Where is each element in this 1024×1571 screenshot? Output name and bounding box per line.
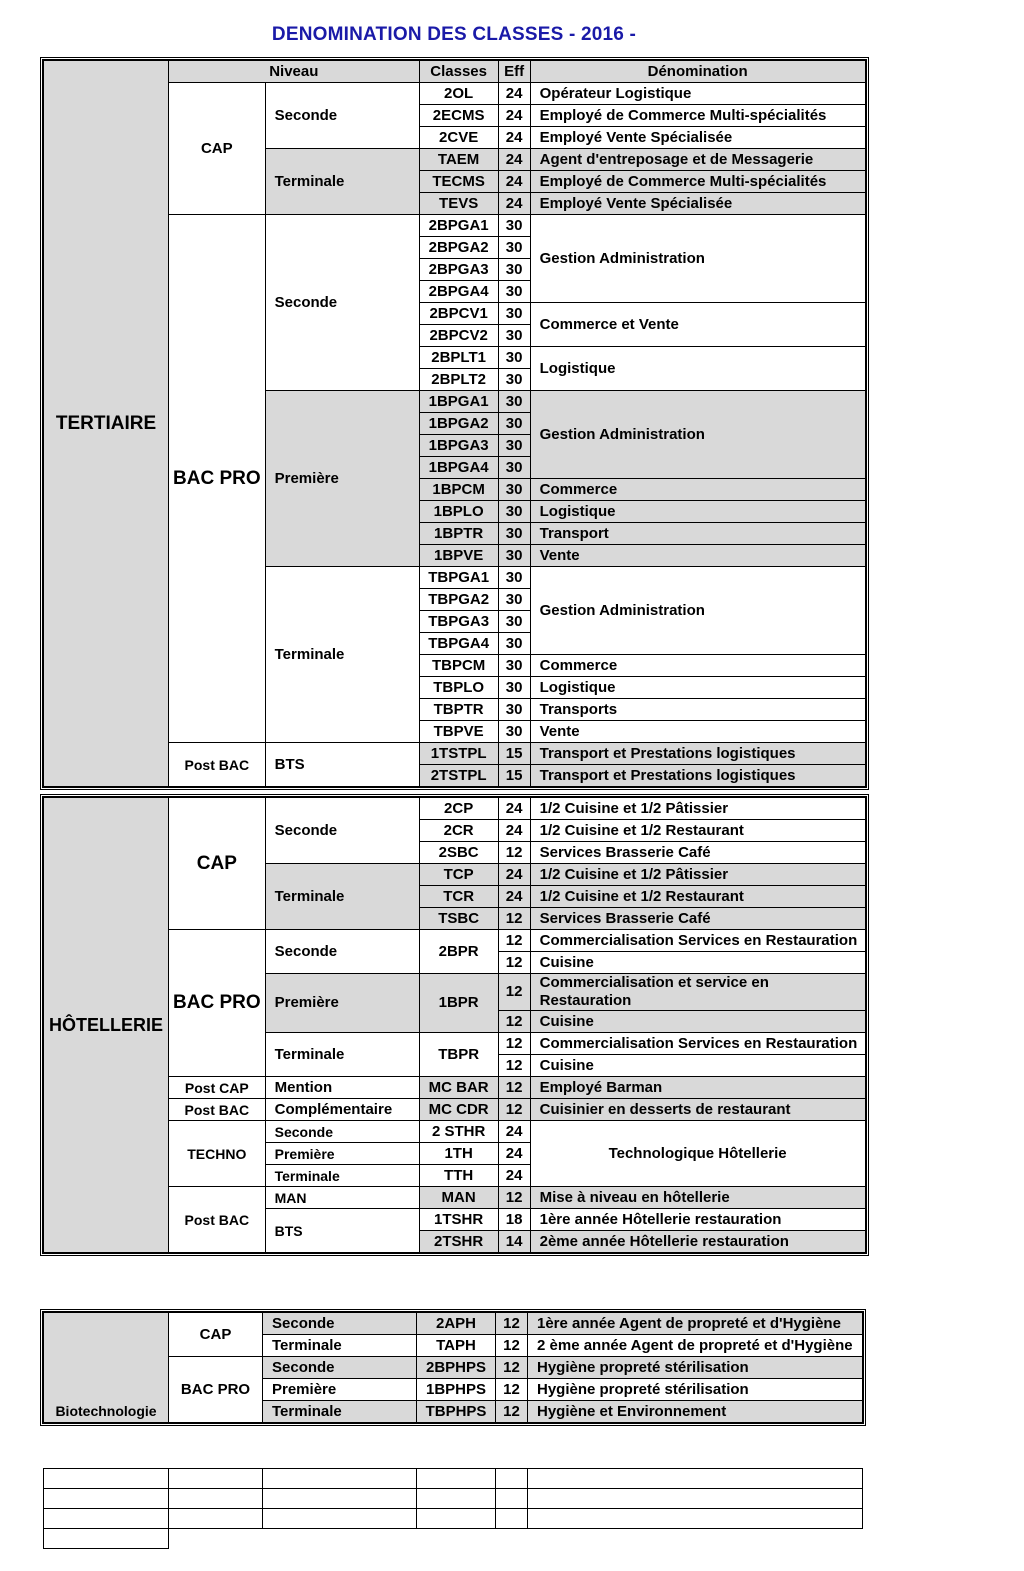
class-eff: 12 <box>498 930 530 952</box>
class-code: 2CVE <box>419 127 498 149</box>
class-denomination: Logistique <box>530 501 865 523</box>
empty-row <box>44 1469 863 1489</box>
class-denomination: Commercialisation Services en Restauration <box>530 1033 865 1055</box>
class-eff: 30 <box>498 457 530 479</box>
class-eff: 24 <box>498 171 530 193</box>
year-premiere: Première <box>265 391 419 567</box>
class-code: 2OL <box>419 83 498 105</box>
class-eff: 24 <box>498 1165 530 1187</box>
year-terminale: Terminale <box>265 1165 419 1187</box>
class-denomination: Cuisine <box>530 1011 865 1033</box>
class-code: 1BPGA3 <box>419 435 498 457</box>
class-eff: 12 <box>498 952 530 974</box>
class-code: TBPGA4 <box>419 633 498 655</box>
year-terminale: Terminale <box>265 1033 419 1077</box>
class-eff: 12 <box>498 908 530 930</box>
class-denomination: 1/2 Cuisine et 1/2 Restaurant <box>530 886 865 908</box>
class-code: 1BPGA1 <box>419 391 498 413</box>
class-eff: 30 <box>498 567 530 589</box>
section-label-tertiaire: TERTIAIRE <box>44 61 169 787</box>
class-eff: 12 <box>496 1335 528 1357</box>
class-code: 1BPR <box>419 974 498 1033</box>
level-bacpro: BAC PRO <box>169 930 266 1077</box>
class-code: 2BPLT1 <box>419 347 498 369</box>
denomination-gestion-administration: Gestion Administration <box>530 567 865 655</box>
class-denomination: Commercialisation et service en Restauration <box>530 974 865 1011</box>
header-denomination: Dénomination <box>530 61 865 83</box>
class-eff: 30 <box>498 655 530 677</box>
class-code: MC CDR <box>419 1099 498 1121</box>
class-eff: 30 <box>498 435 530 457</box>
class-eff: 12 <box>498 842 530 864</box>
class-code: MAN <box>419 1187 498 1209</box>
class-code: 1BPVE <box>419 545 498 567</box>
class-eff: 12 <box>498 974 530 1011</box>
class-denomination: Opérateur Logistique <box>530 83 865 105</box>
class-eff: 12 <box>498 1055 530 1077</box>
table-biotechnologie <box>43 1312 863 1423</box>
class-code: 2BPGA3 <box>419 259 498 281</box>
class-denomination: Cuisinier en desserts de restaurant <box>530 1099 865 1121</box>
class-eff: 30 <box>498 303 530 325</box>
class-eff: 30 <box>498 677 530 699</box>
class-denomination: Transport <box>530 523 865 545</box>
class-code: TTH <box>419 1165 498 1187</box>
class-eff: 24 <box>498 83 530 105</box>
year-terminale: Terminale <box>263 1335 417 1357</box>
class-eff: 12 <box>496 1379 528 1401</box>
year-bts: BTS <box>265 1209 419 1253</box>
class-code: 2BPGA4 <box>419 281 498 303</box>
class-denomination: Transport et Prestations logistiques <box>530 743 865 765</box>
class-denomination: Services Brasserie Café <box>530 908 865 930</box>
class-code: TAEM <box>419 149 498 171</box>
level-postbac: Post BAC <box>169 1187 266 1253</box>
class-eff: 30 <box>498 347 530 369</box>
table-tertiaire <box>43 60 866 787</box>
class-code: TBPCM <box>419 655 498 677</box>
table-empty-rows <box>43 1468 863 1549</box>
year-seconde: Seconde <box>265 215 419 391</box>
year-seconde: Seconde <box>265 1121 419 1143</box>
class-eff: 24 <box>498 820 530 842</box>
class-eff: 30 <box>498 281 530 303</box>
class-denomination: 1ère année Agent de propreté et d'Hygiène <box>528 1313 863 1335</box>
class-denomination: Agent d'entreposage et de Messagerie <box>530 149 865 171</box>
class-denomination: Vente <box>530 721 865 743</box>
level-postbac: Post BAC <box>169 743 266 787</box>
class-eff: 24 <box>498 798 530 820</box>
class-eff: 24 <box>498 1121 530 1143</box>
class-code: MC BAR <box>419 1077 498 1099</box>
class-eff: 24 <box>498 149 530 171</box>
level-bacpro: BAC PRO <box>169 1357 263 1423</box>
class-code: 2SBC <box>419 842 498 864</box>
class-code: TCP <box>419 864 498 886</box>
class-eff: 30 <box>498 369 530 391</box>
class-denomination: Cuisine <box>530 1055 865 1077</box>
class-eff: 24 <box>498 1143 530 1165</box>
class-eff: 30 <box>498 501 530 523</box>
class-eff: 24 <box>498 105 530 127</box>
year-man: MAN <box>265 1187 419 1209</box>
class-denomination: 1/2 Cuisine et 1/2 Pâtissier <box>530 864 865 886</box>
class-code: TBPTR <box>419 699 498 721</box>
class-denomination: Logistique <box>530 677 865 699</box>
level-cap: CAP <box>169 798 266 930</box>
class-code: 2BPGA1 <box>419 215 498 237</box>
class-denomination: Commerce <box>530 655 865 677</box>
level-bacpro: BAC PRO <box>169 215 266 743</box>
class-code: 1TH <box>419 1143 498 1165</box>
class-denomination: Services Brasserie Café <box>530 842 865 864</box>
class-code: TAPH <box>417 1335 496 1357</box>
class-code: 2BPGA2 <box>419 237 498 259</box>
class-code: 2BPR <box>419 930 498 974</box>
class-code: 1BPGA2 <box>419 413 498 435</box>
class-denomination: Employé de Commerce Multi-spécialités <box>530 171 865 193</box>
level-techno: TECHNO <box>169 1121 266 1187</box>
year-seconde: Seconde <box>263 1357 417 1379</box>
class-code: TCR <box>419 886 498 908</box>
class-eff: 15 <box>498 743 530 765</box>
class-denomination: Hygiène propreté stérilisation <box>528 1379 863 1401</box>
class-denomination: Employé de Commerce Multi-spécialités <box>530 105 865 127</box>
class-denomination: Employé Barman <box>530 1077 865 1099</box>
denomination-logistique: Logistique <box>530 347 865 391</box>
class-denomination: Transports <box>530 699 865 721</box>
class-code: 2BPCV2 <box>419 325 498 347</box>
class-eff: 30 <box>498 545 530 567</box>
class-eff: 30 <box>498 237 530 259</box>
class-denomination: 1/2 Cuisine et 1/2 Pâtissier <box>530 798 865 820</box>
header-eff: Eff <box>498 61 530 83</box>
class-eff: 12 <box>498 1011 530 1033</box>
level-postbac: Post BAC <box>169 1099 266 1121</box>
class-denomination: Employé Vente Spécialisée <box>530 127 865 149</box>
class-code: TBPLO <box>419 677 498 699</box>
class-code: 2APH <box>417 1313 496 1335</box>
class-eff: 12 <box>498 1077 530 1099</box>
class-eff: 12 <box>498 1099 530 1121</box>
level-postcap: Post CAP <box>169 1077 266 1099</box>
class-code: TBPGA1 <box>419 567 498 589</box>
class-code: 1BPGA4 <box>419 457 498 479</box>
class-code: 1TSTPL <box>419 743 498 765</box>
class-code: TEVS <box>419 193 498 215</box>
class-eff: 30 <box>498 523 530 545</box>
class-code: 2CR <box>419 820 498 842</box>
class-eff: 14 <box>498 1231 530 1253</box>
denomination-commerce-vente: Commerce et Vente <box>530 303 865 347</box>
class-eff: 12 <box>498 1187 530 1209</box>
year-terminale: Terminale <box>265 864 419 930</box>
level-cap: CAP <box>169 83 266 215</box>
class-code: 1TSHR <box>419 1209 498 1231</box>
class-eff: 30 <box>498 259 530 281</box>
class-eff: 30 <box>498 721 530 743</box>
table-hotellerie <box>43 797 866 1253</box>
class-code: TBPHPS <box>417 1401 496 1423</box>
class-eff: 30 <box>498 391 530 413</box>
year-premiere: Première <box>265 974 419 1033</box>
year-seconde: Seconde <box>265 83 419 149</box>
class-eff: 24 <box>498 193 530 215</box>
level-cap: CAP <box>169 1313 263 1357</box>
class-eff: 12 <box>496 1401 528 1423</box>
denomination-technologique: Technologique Hôtellerie <box>530 1121 865 1187</box>
year-mention: Mention <box>265 1077 419 1099</box>
class-denomination: Cuisine <box>530 952 865 974</box>
class-eff: 18 <box>498 1209 530 1231</box>
empty-row <box>44 1489 863 1509</box>
section-label-biotechnologie: Biotechnologie <box>44 1313 169 1423</box>
class-eff: 30 <box>498 611 530 633</box>
class-code: 2BPHPS <box>417 1357 496 1379</box>
class-code: 1BPLO <box>419 501 498 523</box>
class-denomination: Vente <box>530 545 865 567</box>
class-code: 2TSTPL <box>419 765 498 787</box>
class-denomination: Employé Vente Spécialisée <box>530 193 865 215</box>
year-premiere: Première <box>265 1143 419 1165</box>
class-eff: 12 <box>498 1033 530 1055</box>
class-denomination: 2ème année Hôtellerie restauration <box>530 1231 865 1253</box>
class-denomination: Transport et Prestations logistiques <box>530 765 865 787</box>
class-code: 1BPCM <box>419 479 498 501</box>
class-code: TBPR <box>419 1033 498 1077</box>
class-eff: 30 <box>498 633 530 655</box>
class-eff: 30 <box>498 479 530 501</box>
class-code: TSBC <box>419 908 498 930</box>
year-complementaire: Complémentaire <box>265 1099 419 1121</box>
year-terminale: Terminale <box>265 149 419 215</box>
class-code: 2CP <box>419 798 498 820</box>
class-eff: 30 <box>498 215 530 237</box>
denomination-gestion-administration: Gestion Administration <box>530 215 865 303</box>
class-code: TBPVE <box>419 721 498 743</box>
class-code: TBPGA3 <box>419 611 498 633</box>
class-code: 2 STHR <box>419 1121 498 1143</box>
class-denomination: Commercialisation Services en Restauration <box>530 930 865 952</box>
class-eff: 24 <box>498 127 530 149</box>
class-code: 1BPHPS <box>417 1379 496 1401</box>
class-eff: 12 <box>496 1357 528 1379</box>
class-eff: 30 <box>498 413 530 435</box>
year-seconde: Seconde <box>265 798 419 864</box>
class-denomination: Mise à niveau en hôtellerie <box>530 1187 865 1209</box>
class-code: 2ECMS <box>419 105 498 127</box>
year-terminale: Terminale <box>265 567 419 743</box>
class-eff: 30 <box>498 699 530 721</box>
class-code: 1BPTR <box>419 523 498 545</box>
denomination-gestion-administration: Gestion Administration <box>530 391 865 479</box>
year-bts: BTS <box>265 743 419 787</box>
year-seconde: Seconde <box>265 930 419 974</box>
class-code: 2BPCV1 <box>419 303 498 325</box>
class-denomination: 2 ème année Agent de propreté et d'Hygiène <box>528 1335 863 1357</box>
page-title: DENOMINATION DES CLASSES - 2016 - <box>271 24 637 45</box>
class-denomination: 1/2 Cuisine et 1/2 Restaurant <box>530 820 865 842</box>
year-terminale: Terminale <box>263 1401 417 1423</box>
class-code: TBPGA2 <box>419 589 498 611</box>
class-denomination: Commerce <box>530 479 865 501</box>
class-code: 2BPLT2 <box>419 369 498 391</box>
header-niveau: Niveau <box>169 61 420 83</box>
class-code: 2TSHR <box>419 1231 498 1253</box>
empty-row <box>44 1509 863 1529</box>
class-denomination: Hygiène et Environnement <box>528 1401 863 1423</box>
class-eff: 24 <box>498 886 530 908</box>
class-code: TECMS <box>419 171 498 193</box>
year-premiere: Première <box>263 1379 417 1401</box>
class-eff: 12 <box>496 1313 528 1335</box>
section-label-hotellerie: HÔTELLERIE <box>44 798 169 1253</box>
class-eff: 15 <box>498 765 530 787</box>
class-denomination: Hygiène propreté stérilisation <box>528 1357 863 1379</box>
class-eff: 24 <box>498 864 530 886</box>
class-eff: 30 <box>498 325 530 347</box>
empty-row <box>44 1529 863 1549</box>
class-eff: 30 <box>498 589 530 611</box>
class-denomination: 1ère année Hôtellerie restauration <box>530 1209 865 1231</box>
header-classes: Classes <box>419 61 498 83</box>
year-seconde: Seconde <box>263 1313 417 1335</box>
